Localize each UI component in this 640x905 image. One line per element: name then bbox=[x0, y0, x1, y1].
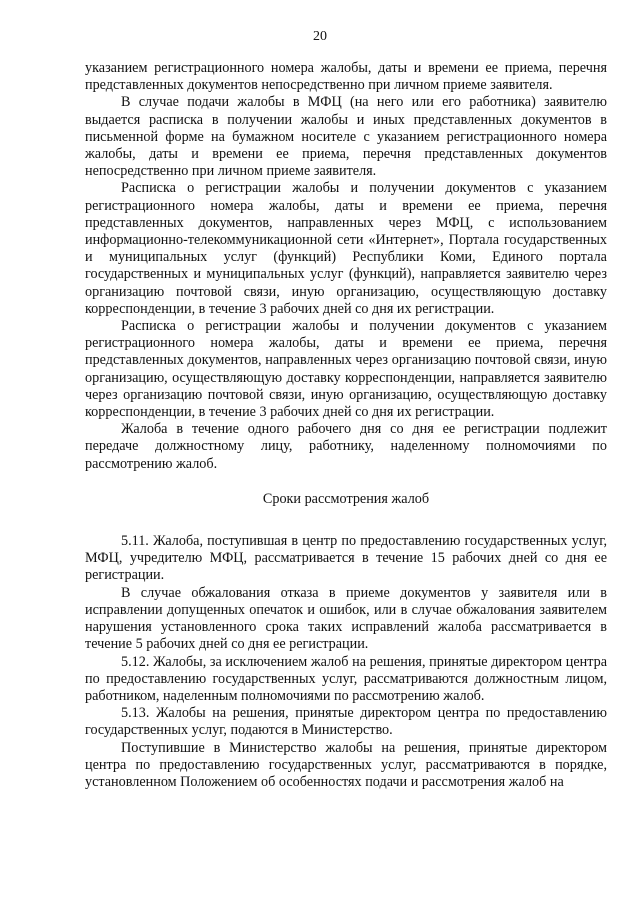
paragraph-intro-4: Расписка о регистрации жалобы и получении документов с указанием регистрационного номера жалобы, даты и времени ее приема, перечня представленных документов, направленных через организацию почтовой связи, иную организацию, осуществляющую доставку корреспонденции, направляется заявителю через организацию почтовой связи, иную организацию, осуществляющую доставку корреспонденции, в течение 3 рабочих дней со дня их регистрации. bbox=[85, 318, 607, 421]
paragraph-5-12: 5.12. Жалобы, за исключением жалоб на решения, принятые директором центра по предоставлению государственных услуг, рассматриваются должностным лицом, работником, наделенным полномочиями по рассмотрению жалоб. bbox=[85, 653, 607, 704]
paragraph-intro-1: указанием регистрационного номера жалобы, даты и времени ее приема, перечня представленных документов непосредственно при личном приеме заявителя. bbox=[85, 60, 607, 94]
paragraph-5-13: 5.13. Жалобы на решения, принятые директором центра по предоставлению государственных услуг, подаются в Министерство. bbox=[85, 705, 607, 739]
paragraph-intro-2: В случае подачи жалобы в МФЦ (на него или его работника) заявителю выдается расписка в получении жалобы и иных представленных документов в письменной форме на бумажном носителе с указанием регистрационного номера жалобы, даты и времени ее приема, перечня представленных документов непосредственно при личном приеме заявителя. bbox=[85, 94, 607, 180]
paragraph-intro-3: Расписка о регистрации жалобы и получении документов с указанием регистрационного номера жалобы, даты и времени ее приема, перечня представленных документов, направленных через МФЦ, с использованием информационно-телекоммуникационной сети «Интернет», Портала государственных и муниципальных услуг (функций) Республики Коми, Единого портала государственных и муниципальных услуг (функций), направляется заявителю через организацию почтовой связи, иную организацию, осуществляющую доставку корреспонденции, в течение 3 рабочих дней со дня их регистрации. bbox=[85, 180, 607, 317]
document-body bbox=[85, 60, 607, 791]
paragraph-correction-appeal: В случае обжалования отказа в приеме документов у заявителя или в исправлении допущенных опечаток и ошибок, или в случае обжалования заявителем нарушения установленного срока таких исправлений жалоба рассматривается в течение 5 рабочих дней со дня ее регистрации. bbox=[85, 584, 607, 653]
page-number: 20 bbox=[313, 29, 327, 44]
paragraph-5-11: 5.11. Жалоба, поступившая в центр по предоставлению государственных услуг, МФЦ, учредителю МФЦ, рассматривается в течение 15 рабочих дней со дня ее регистрации. bbox=[85, 533, 607, 584]
section-heading: Сроки рассмотрения жалоб bbox=[262, 490, 430, 507]
paragraph-intro-5: Жалоба в течение одного рабочего дня со дня ее регистрации подлежит передаче должностному лицу, работнику, наделенному полномочиями по рассмотрению жалоб. bbox=[85, 421, 607, 472]
paragraph-ministry-review: Поступившие в Министерство жалобы на решения, принятые директором центра по предоставлению государственных услуг, рассматриваются в порядке, установленном Положением об особенностях подачи и рассмотрения жалоб на bbox=[85, 739, 607, 790]
